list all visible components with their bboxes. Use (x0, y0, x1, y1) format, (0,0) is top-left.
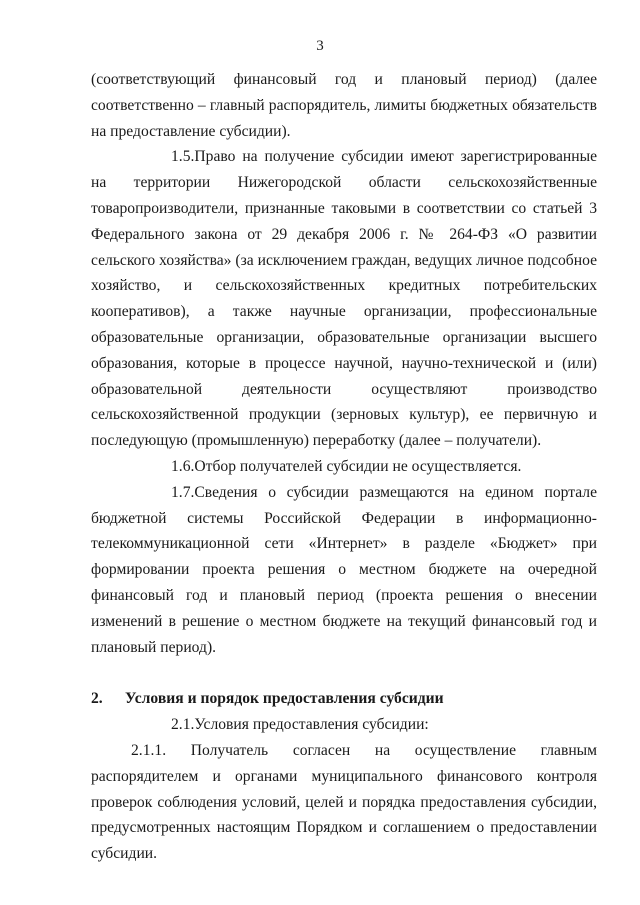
paragraph-1-6 (91, 454, 597, 480)
paragraph-text: Право на получение субсидии имеют зарегистрированные на территории Нижегородской области сельскохозяйственные товаропроизводители, признанные таковыми в соответствии со статьей 3 Федерального закона от 29 декабря 2006 г. № 264-ФЗ «О развитии сельского хозяйства» (за исключением граждан, ведущих личное подсобное хозяйство, и сельскохозяйственных кредитных потребительских кооперативов), а также научные организации, профессиональные образовательные организации, образовательные организации высшего образования, которые в процессе научной, научно-технической и (или) образовательной деятельности осуществляют производство сельскохозяйственной продукции (зерновых культур), ее первичную и последующую (промышленную) переработку (далее – получатели). (91, 148, 597, 450)
item-number: 1.7. (171, 483, 195, 501)
page-number: 3 (316, 38, 324, 54)
paragraph-2-1-1 (91, 738, 597, 867)
paragraph-text: Получатель согласен на осуществление главным распорядителем и органами муниципального финансового контроля проверок соблюдения условий, целей и порядка предоставления субсидии, предусмотренных настоящим Порядком и соглашением о предоставлении субсидии. (91, 741, 598, 863)
paragraph-text: Отбор получателей субсидии не осуществляется. (194, 457, 522, 475)
paragraph-text: (соответствующий финансовый год и плановый период) (далее соответственно – главный распорядитель, лимиты бюджетных обязательств на предоставление субсидии). (91, 71, 597, 140)
paragraph-text: Условия предоставления субсидии: (194, 716, 429, 734)
paragraph-1-5 (91, 144, 597, 454)
item-number: 2.1.1. (131, 741, 167, 759)
item-number: 1.6. (171, 457, 195, 475)
paragraph-continuation (91, 67, 597, 144)
item-number: 2.1. (171, 716, 195, 734)
item-number: 1.5. (171, 148, 195, 166)
section-number: 2. (91, 690, 103, 708)
paragraph-text: Сведения о субсидии размещаются на едином портале бюджетной системы Российской Федерации в информационно-телекоммуникационной сети «Интернет» в разделе «Бюджет» при формировании проекта решения о местном бюджете на очередной финансовый год и плановый период (проекта решения о внесении изменений в решение о местном бюджете на текущий финансовый год и плановый период). (91, 483, 597, 656)
document-body (91, 67, 597, 867)
paragraph-1-7 (91, 480, 597, 661)
section-heading (91, 686, 597, 712)
paragraph-2-1 (91, 712, 597, 738)
section-title: Условия и порядок предоставления субсидии (125, 690, 444, 708)
